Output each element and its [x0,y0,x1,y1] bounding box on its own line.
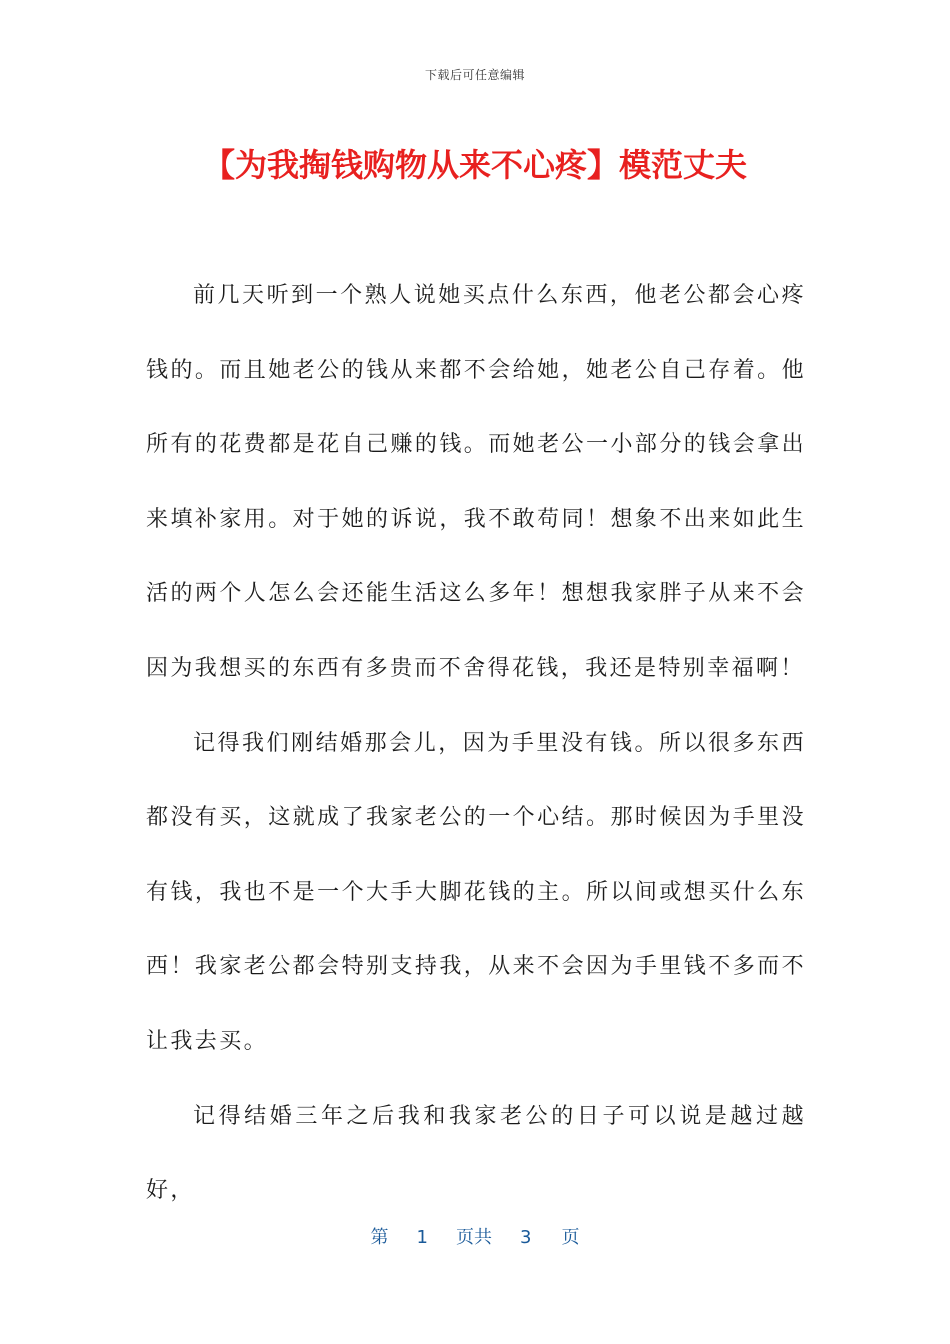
total-pages: 3 [520,1227,532,1248]
paragraph-2: 记得我们刚结婚那会儿，因为手里没有钱。所以很多东西都没有买，这就成了我家老公的一个心结。那时候因为手里没有钱，我也不是一个大手大脚花钱的主。所以间或想买什么东西！我家老公都会特别支持我，从来不会因为手里钱不多而不让我去买。 [146,730,806,1054]
paragraph-1: 前几天听到一个熟人说她买点什么东西，他老公都会心疼钱的。而且她老公的钱从来都不会给她，她老公自己存着。他所有的花费都是花自己赚的钱。而她老公一小部分的钱会拿出来填补家用。对于她的诉说，我不敢苟同！想象不出来如此生活的两个人怎么会还能生活这么多年！想想我家胖子从来不会因为我想买的东西有多贵而不舍得花钱，我还是特别幸福啊！ [146,283,806,681]
page-label: 第 [370,1227,389,1248]
paragraph-3: 记得结婚三年之后我和我家老公的日子可以说是越过越好， [146,1103,806,1204]
document-body [146,259,806,1229]
document-title: 【为我掏钱购物从来不心疼】模范丈夫 [202,146,747,184]
page-suffix: 页 [561,1227,580,1248]
page-separator: 页共 [456,1227,492,1248]
page-number: 1 [416,1227,428,1248]
header-note: 下载后可任意编辑 [424,68,525,82]
page-footer [0,1224,950,1252]
